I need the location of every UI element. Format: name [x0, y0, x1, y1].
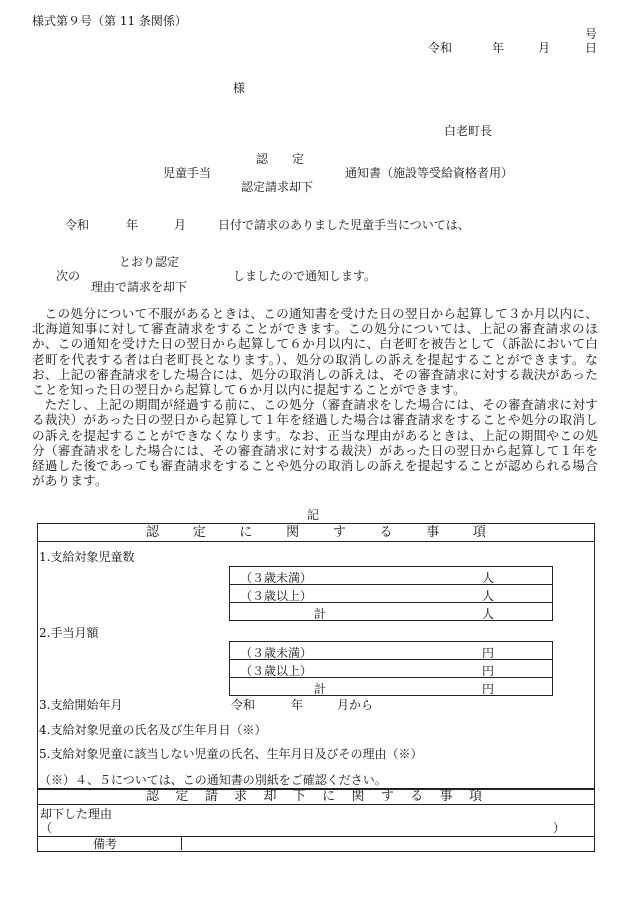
row-unit: 円 — [482, 646, 495, 660]
footnote: （※）４、５については、この通知書の別紙をご確認ください。 — [39, 773, 387, 787]
reason-paren-open: （ — [40, 821, 53, 835]
item2-label: 2.手当月額 — [39, 626, 99, 640]
reject-reason-label: 却下した理由 — [40, 807, 113, 821]
row-label: （３歳未満） — [240, 646, 313, 660]
result-suffix: しましたので通知します。 — [233, 269, 377, 283]
table-row — [230, 642, 552, 659]
date-month: 月 — [538, 41, 551, 55]
heading-char: す — [380, 789, 394, 804]
request-text: 日付で請求のありました児童手当については、 — [218, 218, 470, 232]
table-row — [230, 677, 552, 695]
row-unit: 人 — [482, 571, 495, 585]
title-option-reject: 認定請求却下 — [241, 180, 314, 194]
heading-char: 定 — [175, 789, 189, 804]
child-count-table — [229, 566, 553, 621]
item3-label: 3.支給開始年月 — [39, 698, 123, 712]
result-option-approve: とおり認定 — [119, 255, 180, 269]
appeal-notice — [32, 306, 598, 488]
heading-char: 事 — [439, 789, 453, 804]
row-unit: 人 — [482, 589, 495, 603]
row-label: （３歳以上） — [240, 589, 313, 603]
heading-char: 下 — [292, 789, 306, 804]
item5-label: 5.支給対象児童に該当しない児童の氏名、生年月日及びその理由（※） — [39, 747, 423, 761]
form-number: 様式第９号（第 11 条関係） — [32, 14, 187, 28]
divider — [37, 836, 594, 837]
heading-char: 関 — [286, 525, 300, 540]
item3-era: 令和 — [231, 698, 256, 712]
title-left: 児童手当 — [163, 166, 212, 180]
request-era: 令和 — [65, 218, 90, 232]
request-month: 月 — [174, 218, 187, 232]
reason-paren-close: ） — [553, 821, 566, 835]
item3-year: 年 — [291, 698, 304, 712]
rejection-heading — [146, 790, 482, 803]
heading-char: 却 — [263, 789, 277, 804]
sender-name: 白老町長 — [444, 124, 493, 138]
ki-mark: 記 — [307, 508, 320, 522]
result-option-reject: 理由で請求を却下 — [91, 280, 188, 294]
row-unit: 円 — [482, 664, 495, 678]
heading-char: 項 — [472, 525, 486, 540]
heading-char: 関 — [351, 789, 365, 804]
divider — [181, 836, 182, 850]
heading-char: す — [332, 525, 346, 540]
appeal-paragraph-1: この処分について不服があるときは、この通知書を受けた日の翌日から起算して３か月以内に、北海道知事に対して審査請求をすることができます。この処分については、上記の審査請求のほか、この通知を受けた日の翌日から起算して６か月以内に、白老町を被告として（訴訟において白老町を代表する者は白老町長となります。）、処分の取消しの訴えを提起することができます。なお、上記の審査請求をした場合には、処分の取消しの訴えは、その審査請求に対する裁決があったことを知った日の翌日から起算して６か月以内に提起することができます。 — [32, 306, 598, 398]
date-era: 令和 — [428, 41, 453, 55]
row-label: 計 — [314, 682, 327, 696]
heading-char: 認 — [146, 525, 160, 540]
title-option-approve: 認 定 — [256, 152, 305, 166]
remarks-label: 備考 — [93, 837, 118, 851]
heading-char: 認 — [146, 789, 160, 804]
title-right: 通知書（施設等受給資格者用） — [345, 166, 514, 180]
row-label: （３歳未満） — [240, 571, 313, 585]
heading-char: 定 — [192, 525, 206, 540]
approval-heading — [146, 526, 486, 539]
table-row — [230, 602, 552, 620]
monthly-amount-table — [229, 641, 553, 696]
table-row — [230, 567, 552, 584]
heading-char: に — [239, 525, 253, 540]
row-unit: 人 — [482, 607, 495, 621]
request-year: 年 — [126, 218, 139, 232]
addressee-honorific: 様 — [233, 81, 246, 95]
item4-label: 4.支給対象児童の氏名及び生年月日（※） — [39, 723, 267, 737]
row-unit: 円 — [482, 682, 495, 696]
item1-label: 1.支給対象児童数 — [39, 550, 135, 564]
item3-month: 月から — [337, 698, 374, 712]
heading-char: 請 — [204, 789, 218, 804]
table-row — [230, 584, 552, 602]
heading-char: 項 — [468, 789, 482, 804]
row-label: （３歳以上） — [240, 664, 313, 678]
heading-char: る — [379, 525, 393, 540]
divider — [37, 804, 594, 805]
number-suffix: 号 — [585, 27, 598, 41]
divider — [37, 541, 594, 542]
heading-char: 求 — [234, 789, 248, 804]
appeal-paragraph-2: ただし、上記の期間が経過する前に、この処分（審査請求をした場合には、その審査請求に対する裁決）があった日の翌日から起算して１年を経過した場合は審査請求をすることや処分の取消しの訴えを提起することができなくなります。なお、正当な理由があるときは、上記の期間やこの処分（審査請求をした場合には、その審査請求に対する裁決）があった日の翌日から起算して１年を経過した後であっても審査請求をすることや処分の取消しの訴えを提起することが認められる場合があります。 — [32, 397, 598, 489]
heading-char: 事 — [426, 525, 440, 540]
row-label: 計 — [314, 607, 327, 621]
date-day: 日 — [585, 41, 598, 55]
result-prefix: 次の — [56, 269, 81, 283]
date-year: 年 — [492, 41, 505, 55]
table-row — [230, 659, 552, 677]
heading-char: る — [410, 789, 424, 804]
heading-char: に — [322, 789, 336, 804]
